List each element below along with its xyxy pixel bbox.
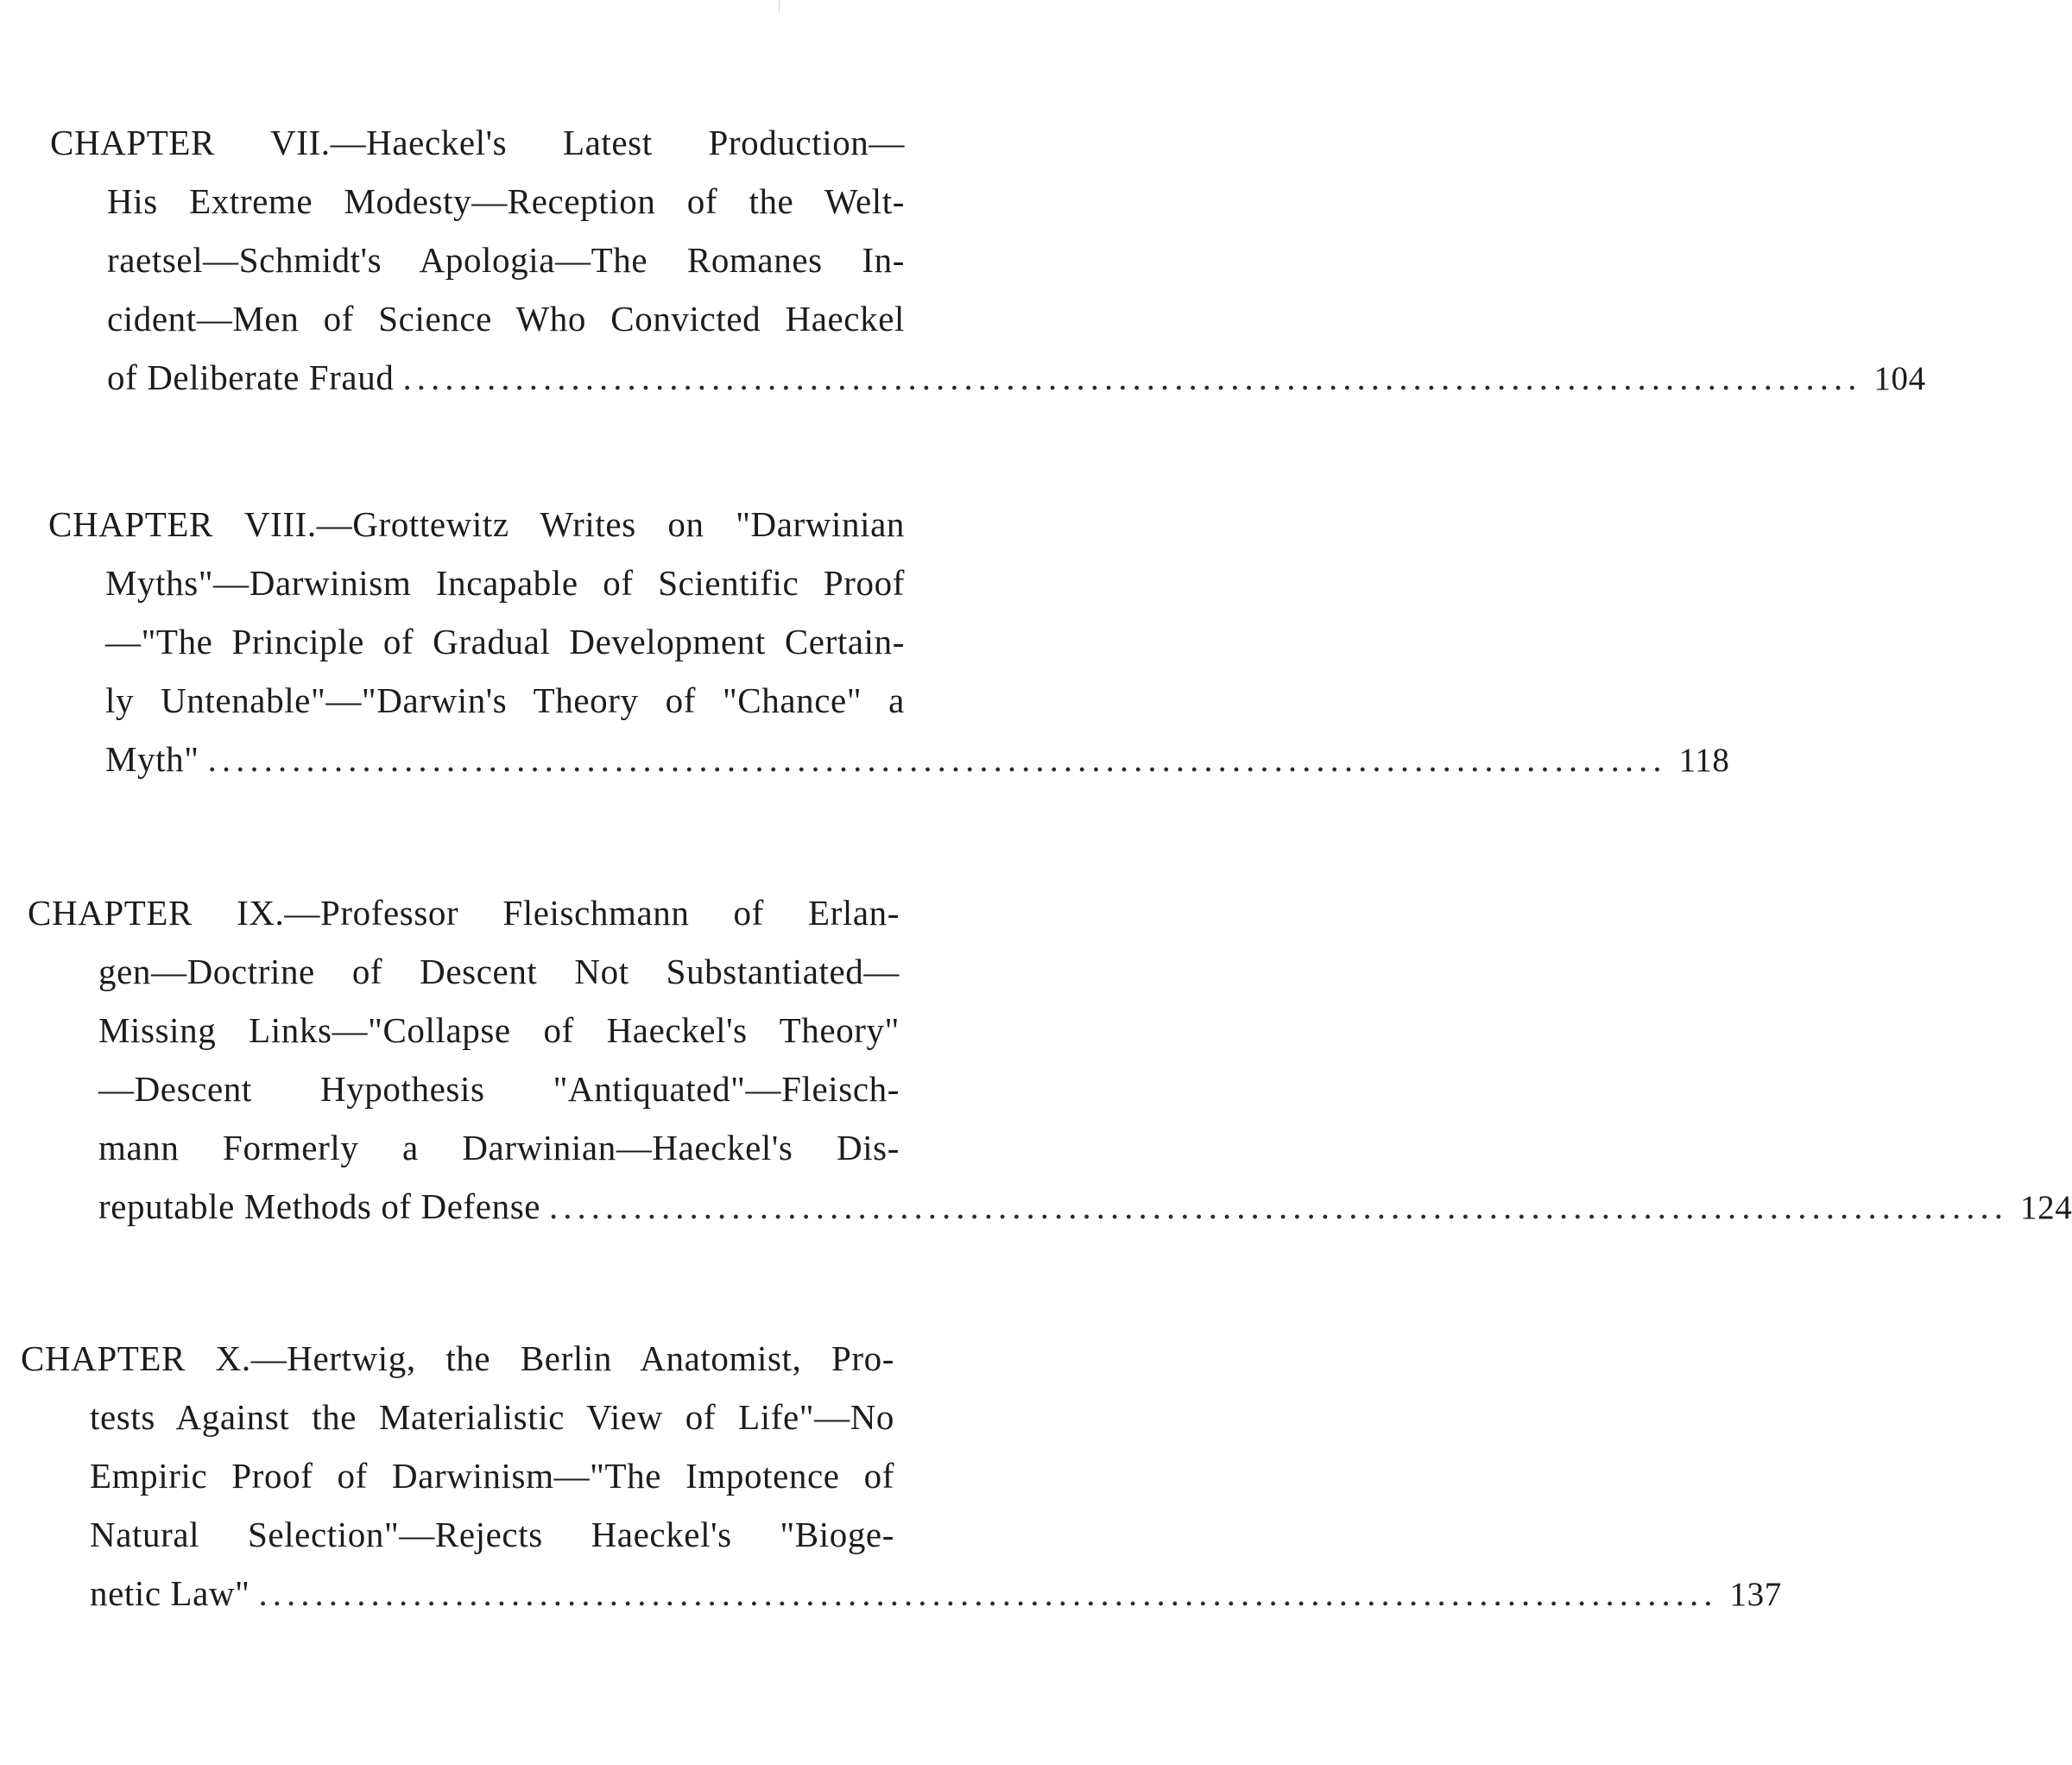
- chapter-final-line: [107, 356, 1926, 401]
- chapter-summary-line: mann Formerly a Darwinian—Haeckel's Dis-: [98, 1128, 900, 1167]
- chapter-heading-line: CHAPTER IX.—Professor Fleischmann of Erlan-: [28, 893, 900, 933]
- chapter-summary-line: —"The Principle of Gradual Development Certain-: [105, 622, 905, 661]
- chapter-summary-line: Empiric Proof of Darwinism—"The Impotence of: [90, 1456, 894, 1496]
- chapter-summary-line: His Extreme Modesty—Reception of the Welt-: [107, 181, 905, 221]
- chapter-summary-tail: Myth": [105, 739, 199, 779]
- chapter-final-line: [98, 1185, 2072, 1230]
- chapter-summary-line: ly Untenable"—"Darwin's Theory of "Chance" a: [105, 680, 905, 720]
- dot-leader: ........................................................................................................: [207, 739, 1667, 779]
- chapter-summary-tail: of Deliberate Fraud: [107, 357, 395, 397]
- dot-leader: ........................................................................................................: [549, 1186, 2009, 1226]
- chapter-heading-line: CHAPTER VIII.—Grottewitz Writes on "Darwinian: [48, 504, 905, 544]
- page-number: 104: [1873, 360, 1926, 397]
- chapter-heading-line: CHAPTER VII.—Haeckel's Latest Production—: [50, 123, 905, 162]
- chapter-summary-line: gen—Doctrine of Descent Not Substantiated—: [98, 952, 900, 991]
- page-number: 137: [1729, 1576, 1782, 1613]
- chapter-final-line: [105, 737, 1730, 782]
- chapter-summary-line: Myths"—Darwinism Incapable of Scientific Proof: [105, 563, 905, 603]
- chapter-final-line: [90, 1572, 1782, 1616]
- chapter-summary-tail: reputable Methods of Defense: [98, 1186, 541, 1226]
- chapter-summary-line: tests Against the Materialistic View of Life"—No: [90, 1397, 894, 1437]
- chapter-summary-tail: netic Law": [90, 1573, 250, 1613]
- chapter-summary-line: Natural Selection"—Rejects Haeckel's "Bioge-: [90, 1515, 894, 1554]
- page-number: 124: [2020, 1189, 2072, 1226]
- dot-leader: ........................................................................................................: [402, 357, 1862, 397]
- scan-mark: [779, 0, 780, 12]
- chapter-summary-line: —Descent Hypothesis "Antiquated"—Fleisch-: [98, 1069, 900, 1109]
- chapter-summary-line: Missing Links—"Collapse of Haeckel's Theory": [98, 1010, 900, 1050]
- page-number: 118: [1678, 742, 1730, 779]
- dot-leader: ........................................................................................................: [258, 1573, 1718, 1613]
- chapter-summary-line: raetsel—Schmidt's Apologia—The Romanes In-: [107, 240, 905, 280]
- chapter-heading-line: CHAPTER X.—Hertwig, the Berlin Anatomist, Pro-: [21, 1338, 894, 1378]
- chapter-summary-line: cident—Men of Science Who Convicted Haeckel: [107, 299, 905, 338]
